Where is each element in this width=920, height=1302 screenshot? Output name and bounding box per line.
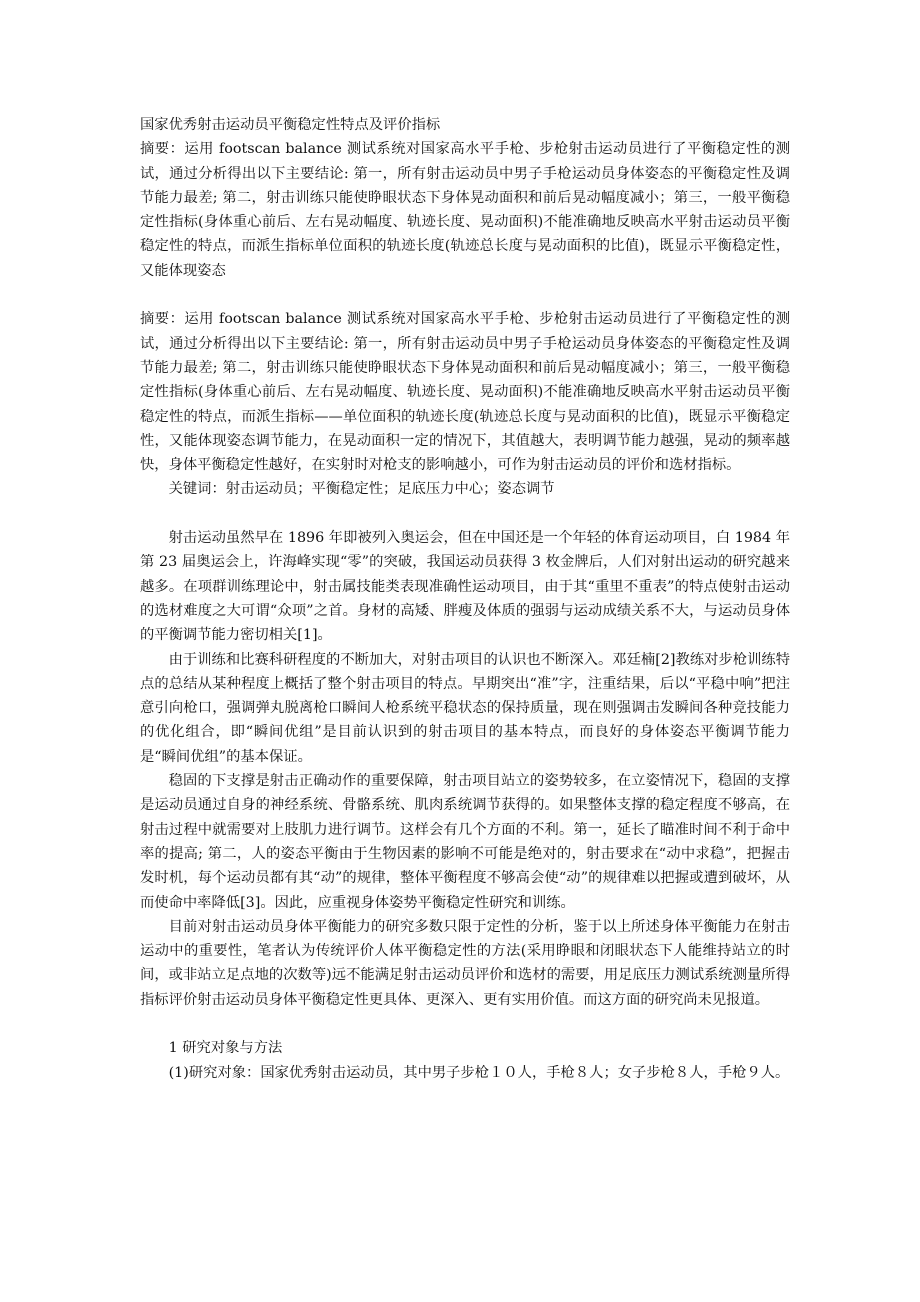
body-paragraph: 射击运动虽然早在 1896 年即被列入奥运会，但在中国还是一个年轻的体育运动项目，白 1984 年第 23 届奥运会上，许海峰实现“零”的突破，我国运动员获得 3 枚金牌后，人们对射出运动的研究越来越多。在项群训练理论中，射击属技能类表现准确性运动项目，由于其“重里不重表”的特点使射击运动的选材难度之大可谓“众项”之首。身材的高矮、胖瘦及体质的强弱与运动成绩关系不大，与运动员身体的平衡调节能力密切相关[1]。	[140, 530, 790, 644]
section-text: (1)研究对象：国家优秀射击运动员，其中男子步枪１０人，手枪８人；女子步枪８人，手枪９人。	[168, 1064, 790, 1081]
body-paragraph: 由于训练和比赛科研程度的不断加大，对射击项目的认识也不断深入。邓廷楠[2]教练对步枪训练特点的总结从某种程度上概括了整个射击项目的特点。早期突出“准”字，注重结果，后以“平稳中响”把注意引向枪口，强调弹丸脱离枪口瞬间人枪系统平稳状态的保持质量，现在则强调击发瞬间各种竞技能力的优化组合，即“瞬间优组”是目前认识到的射击项目的基本特点，而良好的身体姿态平衡调节能力是“瞬间优组”的基本保证。	[140, 651, 790, 765]
spacer	[140, 502, 790, 526]
section-heading: 1 研究对象与方法	[168, 1040, 283, 1057]
body-paragraph: 稳固的下支撑是射击正确动作的重要保障，射击项目站立的姿势较多，在立姿情况下，稳固的支撑是运动员通过自身的神经系统、骨骼系统、肌肉系统调节获得的。如果整体支撑的稳定程度不够高，在射击过程中就需要对上肢肌力进行调节。这样会有几个方面的不利。第一，延长了瞄准时间不利于命中率的提高; 第二，人的姿态平衡由于生物因素的影响不可能是绝对的，射击要求在“动中求稳”，把握击发时机，每个运动员都有其“动”的规律，整体平衡程度不够高会使“动”的规律难以把握或遭到破坏，从而使命中率降低[3]。因此，应重视身体姿势平衡稳定性研究和训练。	[140, 773, 790, 911]
body-paragraph: 目前对射击运动员身体平衡能力的研究多数只限于定性的分析，鉴于以上所述身体平衡能力在射击运动中的重要性，笔者认为传统评价人体平衡稳定性的方法(采用睁眼和闭眼状态下人能维持站立的时间，或非站立足点地的次数等)远不能满足射击运动员评价和选材的需要，用足底压力测试系统测量所得指标评价射击运动员身体平衡稳定性更具体、更深入、更有实用价值。而这方面的研究尚未见报道。	[140, 918, 790, 1008]
abstract-full: 摘要：运用 footscan balance 测试系统对国家高水平手枪、步枪射击运动员进行了平衡稳定性的测试，通过分析得出以下主要结论: 第一，所有射击运动员中男子手枪运动员身体姿态的平衡稳定性及调节能力最差; 第二，射击训练只能使睁眼状态下身体晃动面积和前后晃动幅度减小；第三，一般平衡稳定性指标(身体重心前后、左右晃动幅度、轨迹长度、晃动面积)不能准确地反映高水平射击运动员平衡稳定性的特点，而派生指标——单位面积的轨迹长度(轨迹总长度与晃动面积的比值)，既显示平衡稳定性，又能体现姿态调节能力，在晃动面积一定的情况下，其值越大，表明调节能力越强，晃动的频率越快，身体平衡稳定性越好，在实射时对枪支的影响越小，可作为射击运动员的评价和选材指标。	[140, 311, 790, 474]
abstract-short: 摘要：运用 footscan balance 测试系统对国家高水平手枪、步枪射击运动员进行了平衡稳定性的测试，通过分析得出以下主要结论: 第一，所有射击运动员中男子手枪运动员身体姿态的平衡稳定性及调节能力最差; 第二，射击训练只能使睁眼状态下身体晃动面积和前后晃动幅度减小；第三，一般平衡稳定性指标(身体重心前后、左右晃动幅度、轨迹长度、晃动面积)不能准确地反映高水平射击运动员平衡稳定性的特点，而派生指标单位面积的轨迹长度(轨迹总长度与晃动面积的比值)，既显示平衡稳定性，又能体现姿态	[140, 141, 790, 279]
document-page	[140, 113, 790, 1085]
spacer	[140, 1012, 790, 1036]
spacer	[140, 283, 790, 307]
keywords: 关键词：射击运动员；平衡稳定性；足底压力中心；姿态调节	[168, 481, 555, 498]
document-title: 国家优秀射击运动员平衡稳定性特点及评价指标	[140, 117, 441, 133]
